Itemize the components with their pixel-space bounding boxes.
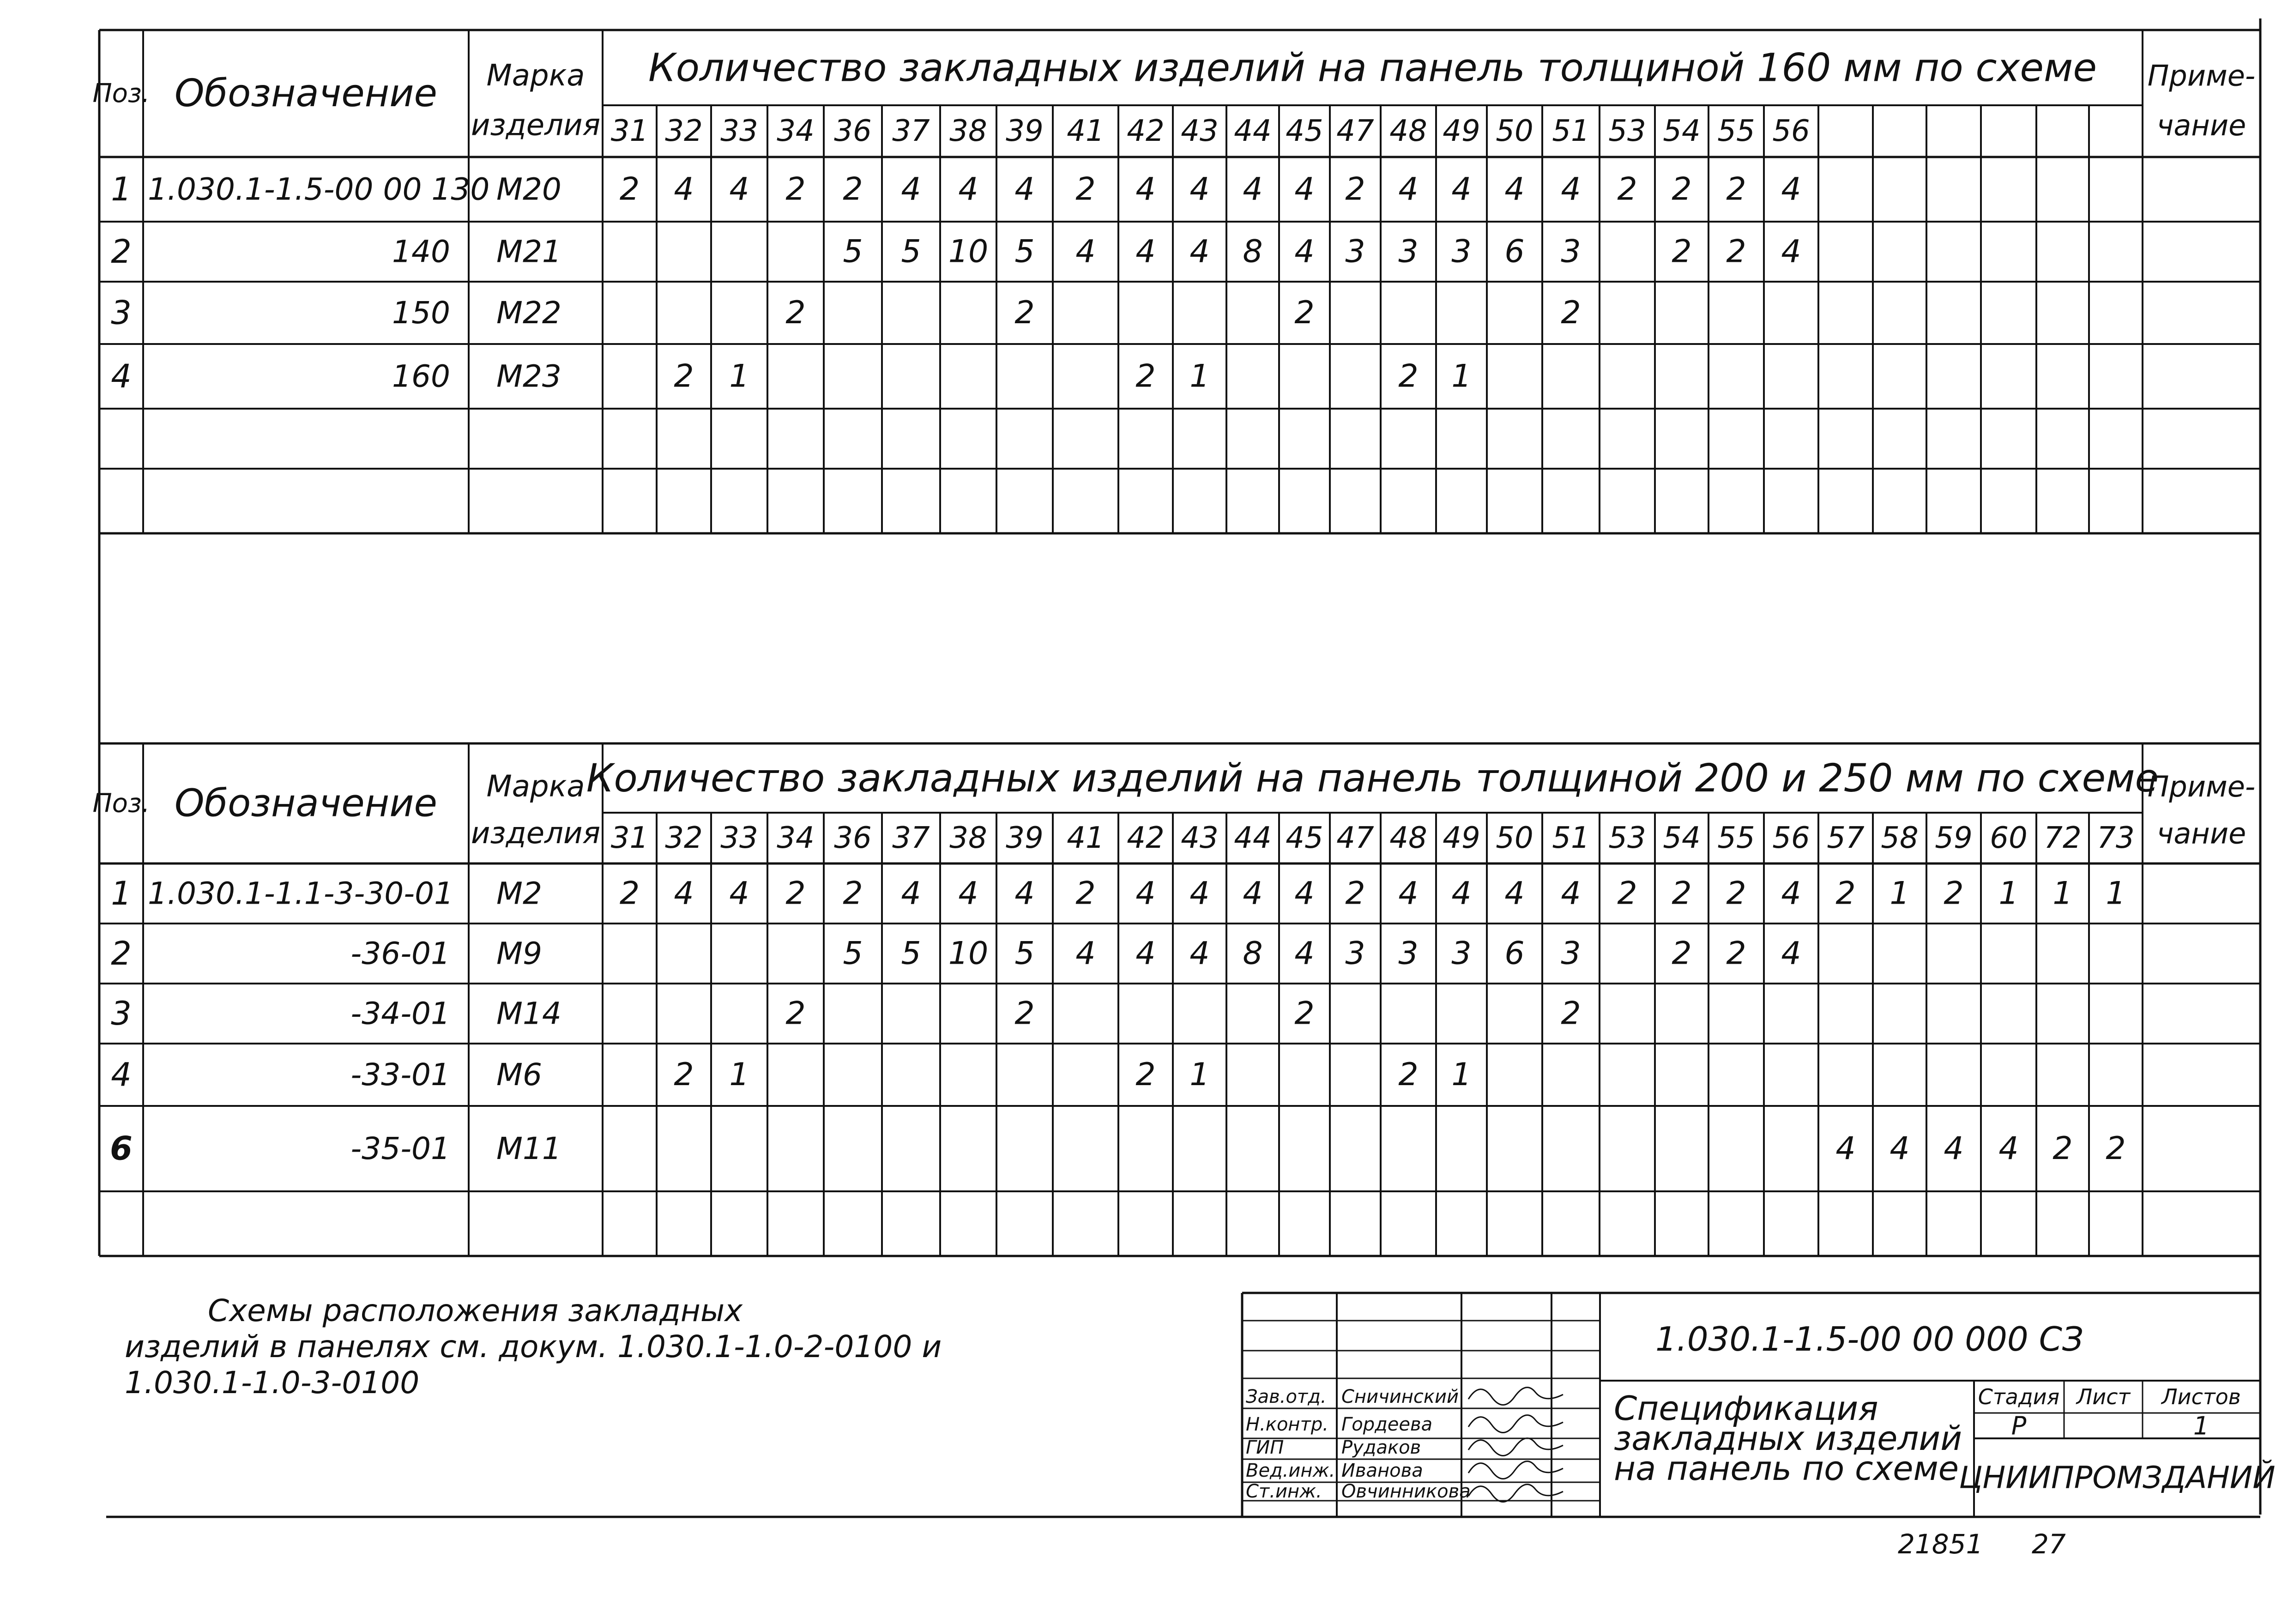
signature-role: ГИП <box>1246 1437 1284 1458</box>
bottom-table-row-value: 4 <box>1781 875 1801 912</box>
top-table-row-mark: М22 <box>496 295 561 331</box>
bottom-table-row-value: 2 <box>619 875 640 912</box>
top-table-scheme-number: 51 <box>1552 114 1590 148</box>
top-table-row-value: 2 <box>619 171 640 208</box>
top-table-scheme-number: 56 <box>1772 114 1810 148</box>
bottom-table-scheme-number: 32 <box>665 821 703 855</box>
top-table-mark-header: Марка <box>486 59 585 93</box>
bottom-table-scheme-number: 36 <box>834 821 872 855</box>
bottom-table-row-value: 4 <box>1561 875 1581 912</box>
top-table-row-value: 6 <box>1504 233 1525 270</box>
bottom-table-row-value: 1 <box>729 1057 749 1093</box>
bottom-table-row-value: 4 <box>1189 935 1210 972</box>
bottom-table-row-mark: М2 <box>496 875 542 912</box>
bottom-table-row-value: 4 <box>1189 875 1210 912</box>
bottom-table-row-value: 4 <box>1243 875 1263 912</box>
top-table-scheme-number: 53 <box>1608 114 1646 148</box>
bottom-table-row-mark: М14 <box>496 996 561 1032</box>
top-table-row-value: 2 <box>1014 295 1035 331</box>
top-table-row-value: 2 <box>674 358 694 395</box>
bottom-table-row-designation: -36-01 <box>350 936 450 972</box>
signature-name: Гордеева <box>1341 1414 1433 1435</box>
bottom-table-scheme-number: 55 <box>1717 821 1755 855</box>
bottom-table-note-header: Приме- <box>2147 770 2256 804</box>
bottom-table-row-value: 2 <box>1835 875 1856 912</box>
bottom-table-row-value: 4 <box>1451 875 1472 912</box>
top-table-row-value: 4 <box>958 171 978 208</box>
bottom-table-designation-header: Обозначение <box>175 781 437 826</box>
top-table-scheme-number: 31 <box>610 114 649 148</box>
top-table-row-value: 2 <box>1345 171 1365 208</box>
signature-scribble <box>1468 1485 1563 1502</box>
bottom-table-scheme-number: 53 <box>1608 821 1646 855</box>
bottom-table-scheme-number: 47 <box>1336 821 1374 855</box>
top-table-row-pos: 4 <box>111 357 132 395</box>
top-table-scheme-number: 49 <box>1443 114 1480 148</box>
top-table-row-value: 4 <box>1451 171 1472 208</box>
bottom-table-row-value: 1 <box>1890 875 1910 912</box>
top-table-row-value: 4 <box>1398 171 1419 208</box>
bottom-table-scheme-number: 50 <box>1496 821 1533 855</box>
bottom-table-row-value: 2 <box>2106 1130 2126 1167</box>
signature-name: Сничинский <box>1341 1386 1459 1407</box>
top-table-row-value: 4 <box>1561 171 1581 208</box>
bottom-table-scheme-number: 54 <box>1663 821 1701 855</box>
top-table-row-value: 3 <box>1451 233 1472 270</box>
top-table-row-value: 4 <box>1189 171 1210 208</box>
top-table-row-value: 4 <box>1135 171 1156 208</box>
top-table-row-mark: М21 <box>496 234 561 270</box>
top-table-row-value: 4 <box>1014 171 1035 208</box>
top-table-row-value: 1 <box>1189 358 1210 395</box>
bottom-table-row-pos: 6 <box>110 1129 133 1168</box>
top-table-row-value: 1 <box>1451 358 1472 395</box>
top-table-row-mark: М23 <box>496 358 561 394</box>
top-table-row-mark: М20 <box>496 171 561 207</box>
top-table-designation-header: Обозначение <box>175 72 437 115</box>
bottom-table-row-value: 1 <box>2053 875 2073 912</box>
bottom-table-row-value: 2 <box>843 875 863 912</box>
bottom-table-row-value: 4 <box>1998 1130 2019 1167</box>
bottom-table-scheme-number: 72 <box>2044 821 2082 855</box>
bottom-table-mark-header: изделия <box>471 816 601 851</box>
bottom-table-row-value: 4 <box>1781 935 1801 972</box>
top-table-row-designation: 1.030.1-1.5-00 00 130 <box>148 171 490 207</box>
bottom-table-row-value: 4 <box>901 875 921 912</box>
signature-name: Иванова <box>1341 1460 1423 1481</box>
top-table-row-pos: 1 <box>111 170 132 208</box>
bottom-table-scheme-number: 31 <box>610 821 649 855</box>
bottom-table-row-pos: 3 <box>111 995 132 1032</box>
top-table-row-value: 10 <box>948 233 989 270</box>
bottom-table-row-value: 2 <box>1726 935 1746 972</box>
layout-note <box>125 1293 942 1401</box>
top-table-note-header: Приме- <box>2147 59 2256 93</box>
signature-scribble <box>1468 1461 1563 1479</box>
bottom-table-row-value: 2 <box>785 995 806 1032</box>
bottom-table-scheme-number: 43 <box>1181 821 1219 855</box>
sheets-value: 1 <box>2193 1411 2209 1441</box>
bottom-table-row-value: 1 <box>1998 875 2019 912</box>
bottom-table-row-pos: 1 <box>111 875 132 912</box>
bottom-table-row-value: 2 <box>1294 995 1315 1032</box>
top-table-scheme-number: 50 <box>1496 114 1533 148</box>
bottom-table-row-value: 5 <box>843 935 863 972</box>
bottom-table-mark-header: Марка <box>486 769 585 804</box>
bottom-table-scheme-number: 34 <box>777 821 815 855</box>
bottom-table-row-value: 1 <box>2106 875 2126 912</box>
bottom-table-scheme-number: 33 <box>720 821 758 855</box>
top-table-scheme-number: 47 <box>1336 114 1374 148</box>
bottom-table-scheme-number: 38 <box>949 821 987 855</box>
bottom-table-scheme-number: 49 <box>1443 821 1480 855</box>
bottom-table-row-mark: М11 <box>496 1131 561 1166</box>
top-table-scheme-number: 55 <box>1717 114 1755 148</box>
top-table-row-value: 4 <box>1294 233 1315 270</box>
signature-scribble <box>1468 1438 1563 1456</box>
signature-scribble <box>1468 1388 1563 1405</box>
top-table-scheme-number: 33 <box>720 114 758 148</box>
top-table-scheme-number: 42 <box>1127 114 1165 148</box>
top-table-row-value: 2 <box>1617 171 1637 208</box>
bottom-table-quantity-header: Количество закладных изделий на панель толщиной 200 и 250 мм по схеме <box>586 755 2159 801</box>
bottom-table-row-designation: 1.030.1-1.1-3-30-01 <box>148 875 454 912</box>
bottom-table-row-value: 4 <box>1294 935 1315 972</box>
top-table-scheme-number: 43 <box>1181 114 1219 148</box>
top-table-row-value: 2 <box>1726 171 1746 208</box>
bottom-table-row-value: 2 <box>1944 875 1964 912</box>
bottom-table-row-pos: 4 <box>111 1056 132 1094</box>
top-table-scheme-number: 48 <box>1389 114 1427 148</box>
document-code: 1.030.1-1.5-00 00 000 СЗ <box>1655 1320 2084 1358</box>
top-table-row-value: 4 <box>1781 233 1801 270</box>
document-title-line: Спецификация <box>1614 1389 1878 1428</box>
signature-name: Рудаков <box>1341 1437 1421 1458</box>
top-table-row-value: 5 <box>843 233 863 270</box>
top-table-scheme-number: 54 <box>1663 114 1701 148</box>
bottom-table-row-pos: 2 <box>111 935 132 972</box>
bottom-table-row-value: 4 <box>1890 1130 1910 1167</box>
bottom-table-row-value: 2 <box>1345 875 1365 912</box>
bottom-table-row-value: 3 <box>1345 935 1365 972</box>
top-table-row-value: 3 <box>1345 233 1365 270</box>
top-table-row-value: 2 <box>1075 171 1096 208</box>
top-table-row-value: 5 <box>1014 233 1035 270</box>
bottom-table-scheme-number: 60 <box>1990 821 2028 855</box>
document-title-line: на панель по схеме <box>1614 1449 1959 1488</box>
top-table-row-value: 1 <box>729 358 749 395</box>
bottom-table-scheme-number: 39 <box>1006 821 1044 855</box>
top-table-row-pos: 3 <box>111 294 132 332</box>
bottom-table-row-value: 2 <box>1075 875 1096 912</box>
top-table-row-value: 2 <box>785 295 806 331</box>
top-table-scheme-number: 32 <box>665 114 703 148</box>
bottom-table-row-value: 2 <box>1398 1057 1419 1093</box>
bottom-table-row-value: 2 <box>2053 1130 2073 1167</box>
bottom-table-row-value: 4 <box>1135 935 1156 972</box>
signature-role: Зав.отд. <box>1246 1386 1327 1407</box>
top-table-row-value: 4 <box>674 171 694 208</box>
bottom-table-row-value: 2 <box>1726 875 1746 912</box>
bottom-table-row-value: 2 <box>1672 875 1692 912</box>
signature-scribble <box>1468 1415 1563 1433</box>
top-table-scheme-number: 44 <box>1234 114 1272 148</box>
archive-number: 21851 <box>1898 1528 1983 1560</box>
bottom-table-scheme-number: 42 <box>1127 821 1165 855</box>
top-table-scheme-number: 36 <box>834 114 872 148</box>
stage-header: Стадия <box>1978 1384 2060 1409</box>
bottom-table-row-mark: М9 <box>496 936 542 972</box>
bottom-table-row-value: 6 <box>1504 935 1525 972</box>
top-table-quantity-header: Количество закладных изделий на панель толщиной 160 мм по схеме <box>648 45 2097 91</box>
bottom-table-row-value: 4 <box>1398 875 1419 912</box>
bottom-table-row-value: 4 <box>958 875 978 912</box>
bottom-table-row-value: 4 <box>1504 875 1525 912</box>
bottom-table-row-value: 5 <box>901 935 921 972</box>
sheets-header: Листов <box>2161 1384 2241 1409</box>
bottom-table-row-value: 2 <box>1014 995 1035 1032</box>
sheet-header: Лист <box>2076 1384 2131 1409</box>
top-table-row-value: 2 <box>1672 233 1692 270</box>
top-table-row-value: 5 <box>901 233 921 270</box>
bottom-table-row-mark: М6 <box>496 1057 542 1093</box>
top-table-row-value: 4 <box>1135 233 1156 270</box>
bottom-table-row-value: 8 <box>1243 935 1263 972</box>
bottom-table-scheme-number: 37 <box>892 821 930 855</box>
bottom-table-scheme-number: 58 <box>1881 821 1919 855</box>
bottom-table-scheme-number: 45 <box>1286 821 1323 855</box>
top-table-row-value: 3 <box>1398 233 1419 270</box>
top-table-note-header: чание <box>2156 108 2246 142</box>
top-table-row-value: 8 <box>1243 233 1263 270</box>
top-table-row-value: 2 <box>1135 358 1156 395</box>
bottom-table-row-value: 3 <box>1451 935 1472 972</box>
bottom-table-row-value: 4 <box>729 875 749 912</box>
bottom-table-scheme-number: 48 <box>1389 821 1427 855</box>
top-table-scheme-number: 45 <box>1286 114 1323 148</box>
bottom-table-row-value: 3 <box>1561 935 1581 972</box>
bottom-table-scheme-number: 73 <box>2097 821 2135 855</box>
bottom-table-scheme-number: 57 <box>1827 821 1865 855</box>
bottom-table-row-value: 4 <box>1944 1130 1964 1167</box>
bottom-table-scheme-number: 44 <box>1234 821 1272 855</box>
bottom-table-row-value: 4 <box>1294 875 1315 912</box>
bottom-table-row-designation: -34-01 <box>350 996 450 1032</box>
bottom-table-row-value: 3 <box>1398 935 1419 972</box>
page-number: 27 <box>2032 1528 2066 1560</box>
bottom-table-scheme-number: 41 <box>1067 821 1105 855</box>
bottom-table-row-designation: -33-01 <box>350 1057 450 1093</box>
bottom-table-scheme-number: 56 <box>1772 821 1810 855</box>
top-table-row-value: 2 <box>1672 171 1692 208</box>
bottom-table-row-value: 1 <box>1189 1057 1210 1093</box>
top-table-row-value: 4 <box>1294 171 1315 208</box>
top-table-row-value: 2 <box>1561 295 1581 331</box>
bottom-table-row-value: 1 <box>1451 1057 1472 1093</box>
top-table-row-value: 2 <box>843 171 863 208</box>
bottom-table-row-value: 2 <box>785 875 806 912</box>
top-table-row-value: 4 <box>1504 171 1525 208</box>
bottom-table-row-value: 4 <box>1014 875 1035 912</box>
top-table-row-value: 3 <box>1561 233 1581 270</box>
bottom-table-row-value: 10 <box>948 935 989 972</box>
signature-role: Н.контр. <box>1246 1414 1328 1435</box>
top-table-row-designation: 150 <box>392 295 450 331</box>
top-table-scheme-number: 41 <box>1067 114 1105 148</box>
top-table-row-value: 4 <box>1075 233 1096 270</box>
note-line-1: Схемы расположения закладных <box>208 1293 743 1328</box>
top-table-row-value: 2 <box>785 171 806 208</box>
top-table-scheme-number: 38 <box>949 114 987 148</box>
organization-name: ЦНИИПРОМЗДАНИЙ <box>1959 1460 2276 1496</box>
bottom-table-row-value: 4 <box>674 875 694 912</box>
signature-role: Ст.инж. <box>1246 1481 1322 1502</box>
top-table-row-value: 4 <box>1781 171 1801 208</box>
stage-value: Р <box>2011 1411 2027 1441</box>
bottom-table-row-value: 4 <box>1835 1130 1856 1167</box>
top-table-row-designation: 160 <box>392 358 450 394</box>
top-table-pos-header: Поз. <box>92 78 150 109</box>
top-table-scheme-number: 34 <box>777 114 815 148</box>
bottom-table-pos-header: Поз. <box>92 788 150 819</box>
bottom-table-row-value: 4 <box>1135 875 1156 912</box>
top-table-row-value: 4 <box>729 171 749 208</box>
bottom-table-row-value: 2 <box>1135 1057 1156 1093</box>
top-table-row-value: 4 <box>901 171 921 208</box>
note-line-3: 1.030.1-1.0-3-0100 <box>125 1365 420 1401</box>
bottom-table-row-value: 2 <box>1672 935 1692 972</box>
top-table-scheme-number: 37 <box>892 114 930 148</box>
top-table-row-value: 2 <box>1726 233 1746 270</box>
bottom-table-row-value: 2 <box>1561 995 1581 1032</box>
top-table-mark-header: изделия <box>471 108 601 143</box>
top-table-row-value: 4 <box>1243 171 1263 208</box>
top-table-row-value: 2 <box>1398 358 1419 395</box>
top-table-row-designation: 140 <box>392 234 450 270</box>
signature-name: Овчинникова <box>1341 1481 1471 1502</box>
bottom-table-row-value: 2 <box>1617 875 1637 912</box>
signature-role: Вед.инж. <box>1246 1460 1335 1481</box>
bottom-table-row-value: 4 <box>1075 935 1096 972</box>
top-table-scheme-number: 39 <box>1006 114 1044 148</box>
bottom-table-row-value: 5 <box>1014 935 1035 972</box>
note-line-2: изделий в панелях см. докум. 1.030.1-1.0-2-0100 и <box>125 1329 942 1364</box>
bottom-table-scheme-number: 59 <box>1935 821 1973 855</box>
top-table-row-value: 2 <box>1294 295 1315 331</box>
top-table-row-value: 4 <box>1189 233 1210 270</box>
bottom-table-scheme-number: 51 <box>1552 821 1590 855</box>
bottom-table-row-designation: -35-01 <box>350 1131 450 1166</box>
top-table-row-pos: 2 <box>111 233 132 271</box>
document-title-line: закладных изделий <box>1614 1419 1962 1458</box>
bottom-table-note-header: чание <box>2156 816 2246 851</box>
bottom-table-row-value: 2 <box>674 1057 694 1093</box>
